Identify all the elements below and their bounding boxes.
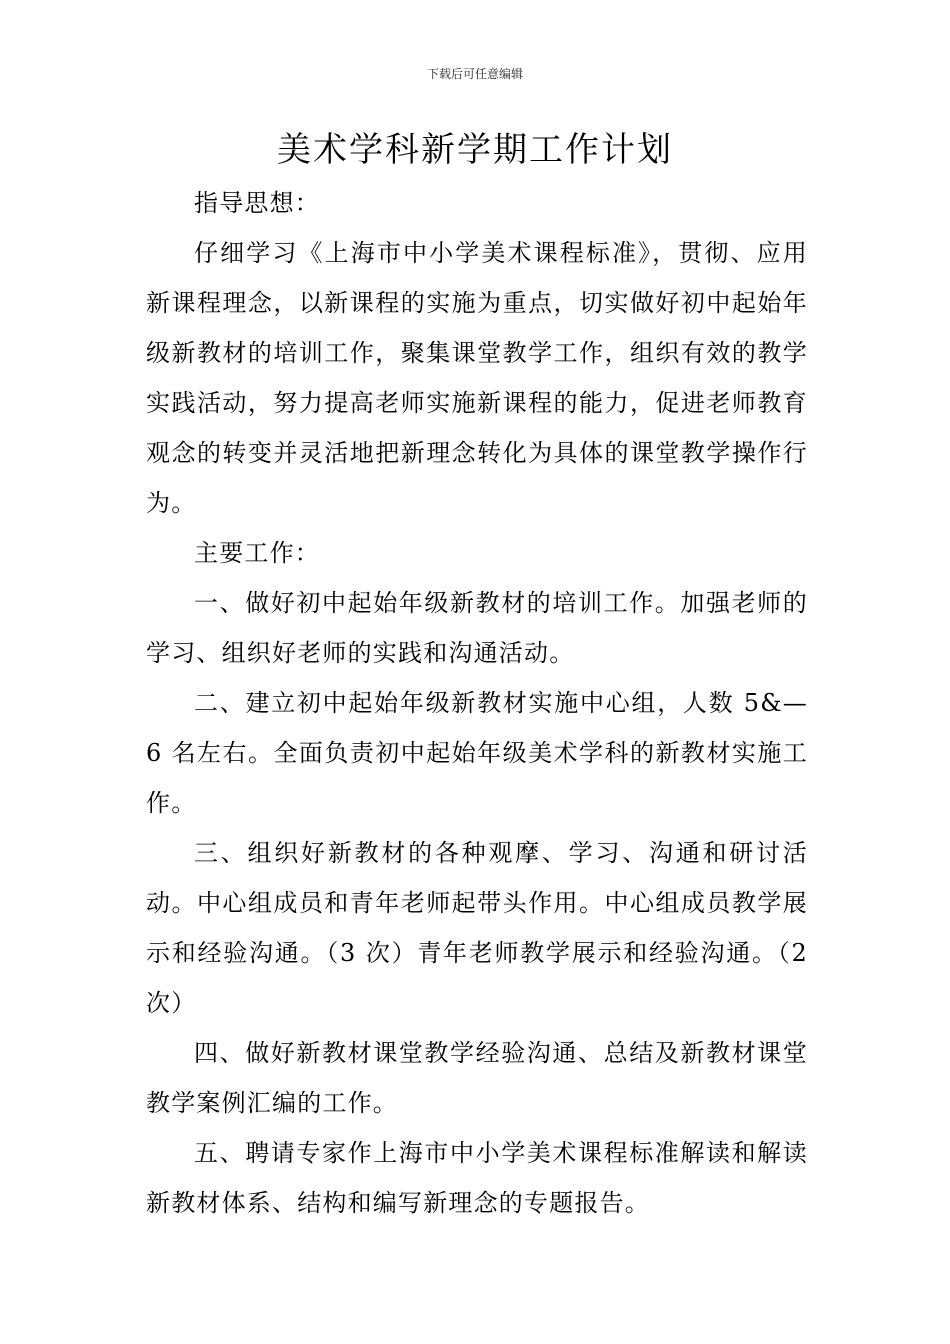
paragraph-item-1: 一、做好初中起始年级新教材的培训工作。加强老师的学习、组织好老师的实践和沟通活动。 (146, 589, 808, 667)
header-note: 下载后可任意编辑 (426, 67, 523, 81)
document-body (146, 178, 808, 1228)
section-heading-guiding-ideas: 指导思想： (194, 189, 320, 217)
section-heading-main-work: 主要工作： (194, 539, 320, 567)
paragraph-item-2: 二、建立初中起始年级新教材实施中心组，人数 5&—6 名左右。全面负责初中起始年级美术学科的新教材实施工作。 (146, 689, 808, 817)
document-title: 美术学科新学期工作计划 (277, 130, 673, 170)
paragraph-item-5: 五、聘请专家作上海市中小学美术课程标准解读和解读新教材体系、结构和编写新理念的专题报告。 (146, 1139, 808, 1217)
paragraph-guiding-ideas: 仔细学习《上海市中小学美术课程标准》，贯彻、应用新课程理念，以新课程的实施为重点，切实做好初中起始年级新教材的培训工作，聚集课堂教学工作，组织有效的教学实践活动，努力提高老师实施新课程的能力，促进老师教育观念的转变并灵活地把新理念转化为具体的课堂教学操作行为。 (146, 239, 808, 517)
paragraph-item-4: 四、做好新教材课堂教学经验沟通、总结及新教材课堂教学案例汇编的工作。 (146, 1039, 808, 1117)
paragraph-item-3: 三、组织好新教材的各种观摩、学习、沟通和研讨活动。中心组成员和青年老师起带头作用。中心组成员教学展示和经验沟通。（3 次）青年老师教学展示和经验沟通。（2 次） (146, 839, 808, 1017)
